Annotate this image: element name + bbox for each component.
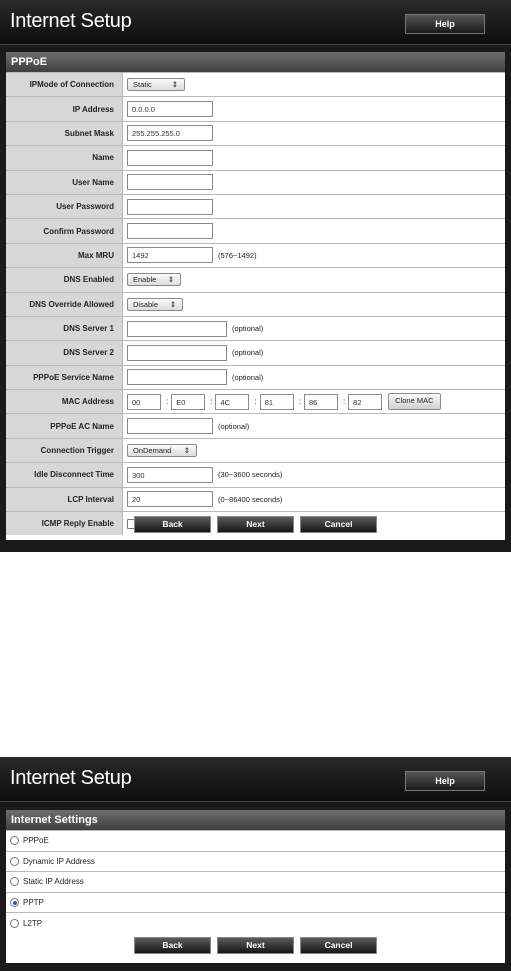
subnet-mask-input[interactable]: 255.255.255.0: [127, 125, 213, 141]
mac-separator: :: [298, 397, 301, 407]
option-pppoe[interactable]: [6, 830, 505, 851]
dns-override-select[interactable]: [127, 298, 183, 311]
next-button[interactable]: Next: [217, 937, 294, 954]
select-arrows-icon: ⇕: [167, 275, 174, 285]
dns-server2-note: (optional): [232, 348, 264, 358]
max-mru-label: Max MRU: [6, 244, 123, 267]
back-button[interactable]: Back: [134, 516, 211, 533]
help-button[interactable]: Help: [405, 14, 485, 34]
option-label: L2TP: [23, 918, 43, 928]
select-arrows-icon: ⇕: [169, 299, 176, 309]
option-label: Static IP Address: [23, 877, 84, 887]
ac-name-note: (optional): [218, 421, 250, 431]
ac-name-label: PPPoE AC Name: [6, 414, 123, 437]
dns-server1-note: (optional): [232, 324, 264, 334]
name-input[interactable]: [127, 150, 213, 166]
dns-server2-label: DNS Server 2: [6, 341, 123, 364]
dns-override-value: Disable: [133, 299, 159, 309]
title-bar: [0, 757, 511, 802]
service-name-note: (optional): [232, 372, 264, 382]
connection-trigger-label: Connection Trigger: [6, 439, 123, 462]
radio-dynamic-ip[interactable]: [10, 857, 19, 866]
row-ac-name: [6, 413, 505, 437]
radio-pptp[interactable]: [10, 898, 19, 907]
option-l2tp[interactable]: [6, 912, 505, 933]
user-name-label: User Name: [6, 171, 123, 194]
mac-separator: :: [166, 397, 169, 407]
ip-mode-select[interactable]: [127, 78, 185, 91]
service-name-label: PPPoE Service Name: [6, 366, 123, 389]
ip-mode-value: Static: [133, 80, 152, 90]
section-title: Internet Settings: [6, 810, 505, 830]
internet-settings-section: [6, 810, 505, 963]
dns-server1-input[interactable]: [127, 321, 227, 337]
idle-disconnect-note: (30~3600 seconds): [218, 470, 283, 480]
row-ip-mode: [6, 72, 505, 96]
mac-separator: :: [254, 397, 257, 407]
page-title: Internet Setup: [10, 10, 132, 32]
mac-address-label: MAC Address: [6, 390, 123, 413]
dns-server1-label: DNS Server 1: [6, 317, 123, 340]
service-name-input[interactable]: [127, 369, 227, 385]
option-label: PPPoE: [23, 836, 49, 846]
row-user-name: [6, 170, 505, 194]
radio-static-ip[interactable]: [10, 877, 19, 886]
mac-separator: :: [342, 397, 346, 407]
mac-octet-1[interactable]: 00: [127, 394, 161, 410]
ip-mode-label: IPMode of Connection: [6, 73, 123, 96]
dns-override-label: DNS Override Allowed: [6, 293, 123, 316]
back-button[interactable]: Back: [134, 937, 211, 954]
row-dns-enabled: [6, 267, 505, 291]
clone-mac-button[interactable]: Clone MAC: [388, 393, 440, 410]
next-button[interactable]: Next: [217, 516, 294, 533]
mac-octet-2[interactable]: E0: [171, 394, 205, 410]
row-subnet-mask: [6, 121, 505, 145]
user-password-input[interactable]: [127, 199, 213, 215]
dns-enabled-label: DNS Enabled: [6, 268, 123, 291]
connection-trigger-value: OnDemand: [133, 446, 172, 456]
name-label: Name: [6, 146, 123, 169]
connection-trigger-select[interactable]: [127, 444, 197, 457]
subnet-mask-label: Subnet Mask: [6, 122, 123, 145]
help-button[interactable]: Help: [405, 771, 485, 791]
row-dns-server2: [6, 340, 505, 364]
row-dns-server1: [6, 316, 505, 340]
option-label: Dynamic IP Address: [23, 856, 95, 866]
row-service-name: [6, 365, 505, 389]
option-label: PPTP: [23, 898, 44, 908]
cancel-button[interactable]: Cancel: [300, 516, 377, 533]
confirm-password-input[interactable]: [127, 223, 213, 239]
ac-name-input[interactable]: [127, 418, 213, 434]
idle-disconnect-input[interactable]: 300: [127, 467, 213, 483]
lcp-interval-label: LCP Interval: [6, 488, 123, 511]
max-mru-input[interactable]: 1492: [127, 247, 213, 263]
user-name-input[interactable]: [127, 174, 213, 190]
button-row: [6, 937, 505, 954]
row-user-password: [6, 194, 505, 218]
button-row: [6, 516, 505, 533]
lcp-interval-note: (0~86400 seconds): [218, 494, 283, 504]
idle-disconnect-label: Idle Disconnect Time: [6, 463, 123, 486]
section-title: PPPoE: [6, 52, 505, 72]
mac-octet-4[interactable]: 81: [260, 394, 294, 410]
select-arrows-icon: ⇕: [183, 446, 190, 456]
confirm-password-label: Confirm Password: [6, 219, 123, 242]
mac-octet-6[interactable]: 82: [348, 394, 382, 410]
lcp-interval-input[interactable]: 20: [127, 491, 213, 507]
row-name: [6, 145, 505, 169]
row-idle-disconnect: [6, 462, 505, 486]
page-title: Internet Setup: [10, 767, 132, 789]
row-confirm-password: [6, 218, 505, 242]
ip-address-input[interactable]: 0.0.0.0: [127, 101, 213, 117]
max-mru-note: (576~1492): [218, 250, 257, 260]
user-password-label: User Password: [6, 195, 123, 218]
title-bar: [0, 0, 511, 45]
dns-enabled-select[interactable]: [127, 273, 181, 286]
select-arrows-icon: ⇕: [171, 80, 178, 90]
mac-octet-3[interactable]: 4C: [215, 394, 249, 410]
dns-enabled-value: Enable: [133, 275, 157, 285]
option-static-ip[interactable]: [6, 871, 505, 892]
option-pptp[interactable]: [6, 892, 505, 913]
icmp-reply-label: ICMP Reply Enable: [6, 512, 123, 535]
row-connection-trigger: [6, 438, 505, 462]
mac-separator: :: [210, 397, 213, 407]
radio-pppoe[interactable]: [10, 836, 19, 845]
row-lcp-interval: [6, 487, 505, 511]
ip-address-label: IP Address: [6, 97, 123, 120]
row-max-mru: [6, 243, 505, 267]
internet-settings-panel: [0, 757, 511, 971]
radio-l2tp[interactable]: [10, 919, 19, 928]
cancel-button[interactable]: Cancel: [300, 937, 377, 954]
pppoe-section: [6, 52, 505, 540]
row-dns-override: [6, 292, 505, 316]
row-mac-address: [6, 389, 505, 413]
row-ip-address: [6, 96, 505, 120]
option-dynamic-ip[interactable]: [6, 851, 505, 872]
mac-octet-5[interactable]: 86: [304, 394, 338, 410]
dns-server2-input[interactable]: [127, 345, 227, 361]
